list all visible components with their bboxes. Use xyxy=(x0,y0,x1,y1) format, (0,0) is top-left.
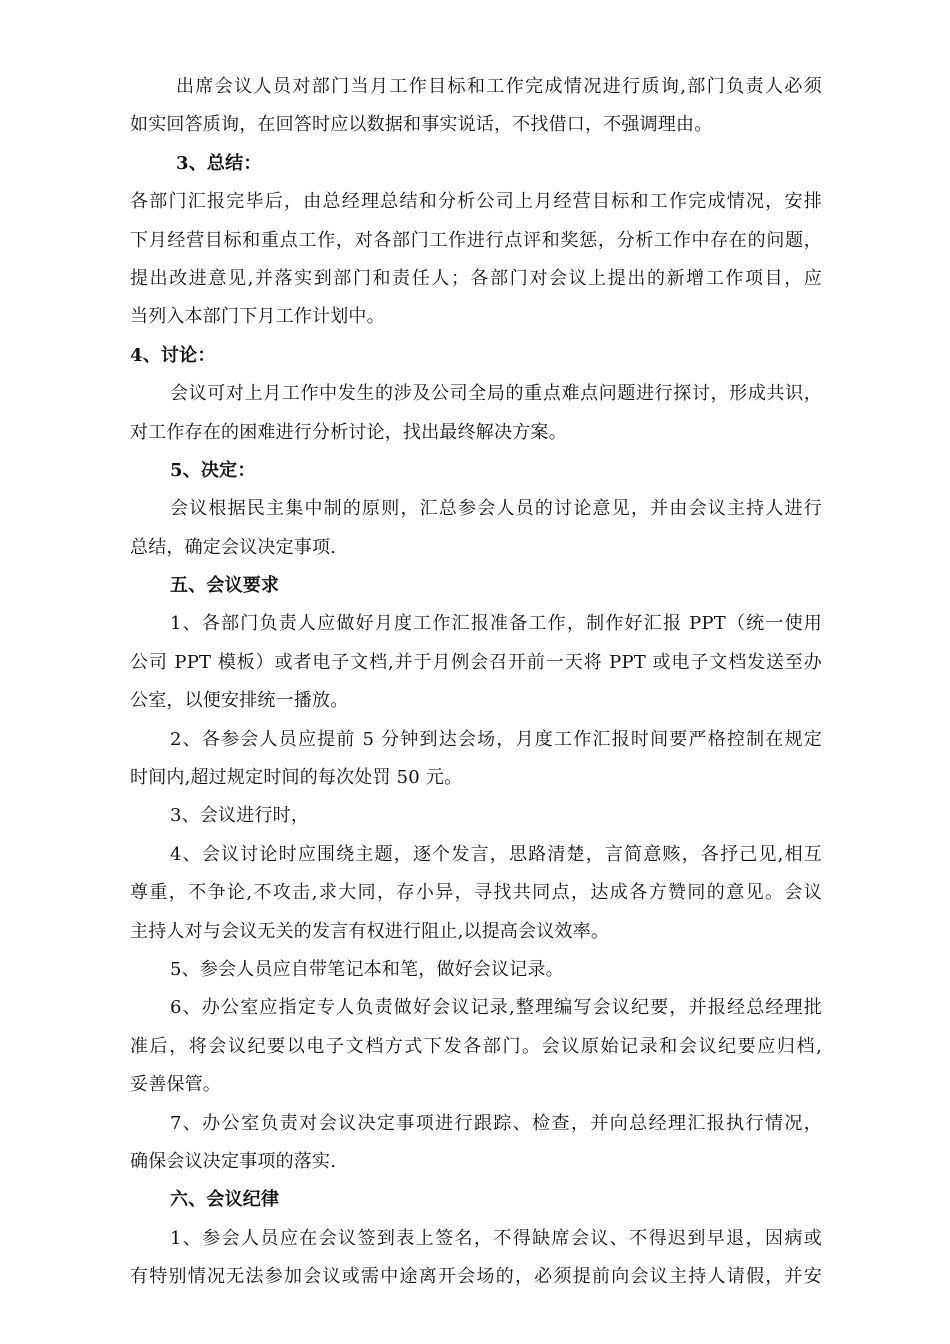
paragraph-line: 当列入本部门下月工作计划中。 xyxy=(130,306,385,328)
paragraph-line: 公司 PPT 模板）或者电子文档,并于月例会召开前一天将 PPT 或电子文档发送至办 xyxy=(130,651,822,673)
paragraph-line: 时间内,超过规定时间的每次处罚 50 元。 xyxy=(130,767,463,789)
section-heading-decision: 5、决定： xyxy=(170,459,256,481)
paragraph-line: 1、各部门负责人应做好月度工作汇报准备工作，制作好汇报 PPT（统一使用 xyxy=(170,613,822,635)
paragraph-line: 1、参会人员应在会议签到表上签名，不得缺席会议、不得迟到早退，因病或 xyxy=(170,1227,822,1249)
paragraph-line: 总结，确定会议决定事项. xyxy=(130,536,337,558)
paragraph-line: 确保会议决定事项的落实. xyxy=(130,1150,337,1172)
paragraph-line: 2、各参会人员应提前 5 分钟到达会场，月度工作汇报时间要严格控制在规定 xyxy=(170,728,822,750)
section-heading-discussion: 4、讨论： xyxy=(130,344,216,366)
paragraph-line: 出席会议人员对部门当月工作目标和工作完成情况进行质询,部门负责人必须 xyxy=(176,76,822,97)
section-heading-summary: 3、总结： xyxy=(176,152,262,174)
paragraph-line: 下月经营目标和重点工作，对各部门工作进行点评和奖惩，分析工作中存在的问题， xyxy=(130,229,822,251)
paragraph-line: 提出改进意见,并落实到部门和责任人；各部门对会议上提出的新增工作项目，应 xyxy=(130,267,822,289)
paragraph-line: 公室，以便安排统一播放。 xyxy=(130,690,349,712)
paragraph-line: 7、办公室负责对会议决定事项进行跟踪、检查，并向总经理汇报执行情况， xyxy=(170,1112,822,1134)
paragraph-line: 准后，将会议纪要以电子文档方式下发各部门。会议原始记录和会议纪要应归档, xyxy=(130,1035,822,1057)
paragraph-line: 尊重，不争论,不攻击,求大同，存小异，寻找共同点，达成各方赞同的意见。会议 xyxy=(130,882,822,904)
paragraph-line: 会议根据民主集中制的原则，汇总参会人员的讨论意见，并由会议主持人进行 xyxy=(170,498,822,520)
paragraph-line: 对工作存在的困难进行分析讨论，找出最终解决方案。 xyxy=(130,421,567,443)
paragraph-line: 主持人对与会议无关的发言有权进行阻止,以提高会议效率。 xyxy=(130,920,610,942)
paragraph-line: 会议可对上月工作中发生的涉及公司全局的重点难点问题进行探讨，形成共识， xyxy=(170,383,822,405)
paragraph-line: 5、参会人员应自带笔记本和笔，做好会议记录。 xyxy=(170,958,564,980)
paragraph-line: 有特别情况无法参加会议或需中途离开会场的，必须提前向会议主持人请假，并安 xyxy=(130,1266,822,1288)
paragraph-line: 各部门汇报完毕后，由总经理总结和分析公司上月经营目标和工作完成情况，安排 xyxy=(130,191,822,213)
paragraph-line: 妥善保管。 xyxy=(130,1074,221,1096)
section-heading-requirements: 五、会议要求 xyxy=(170,575,280,597)
paragraph-line: 如实回答质询，在回答时应以数据和事实说话，不找借口，不强调理由。 xyxy=(130,114,713,136)
section-heading-discipline: 六、会议纪律 xyxy=(170,1189,280,1211)
paragraph-line: 4、会议讨论时应围绕主题，逐个发言，思路清楚，言简意赅，各抒己见,相互 xyxy=(170,843,822,865)
document-page xyxy=(130,68,822,1297)
paragraph-line: 3、会议进行时， xyxy=(170,805,310,827)
paragraph-line: 6、办公室应指定专人负责做好会议记录,整理编写会议纪要，并报经总经理批 xyxy=(170,997,822,1019)
